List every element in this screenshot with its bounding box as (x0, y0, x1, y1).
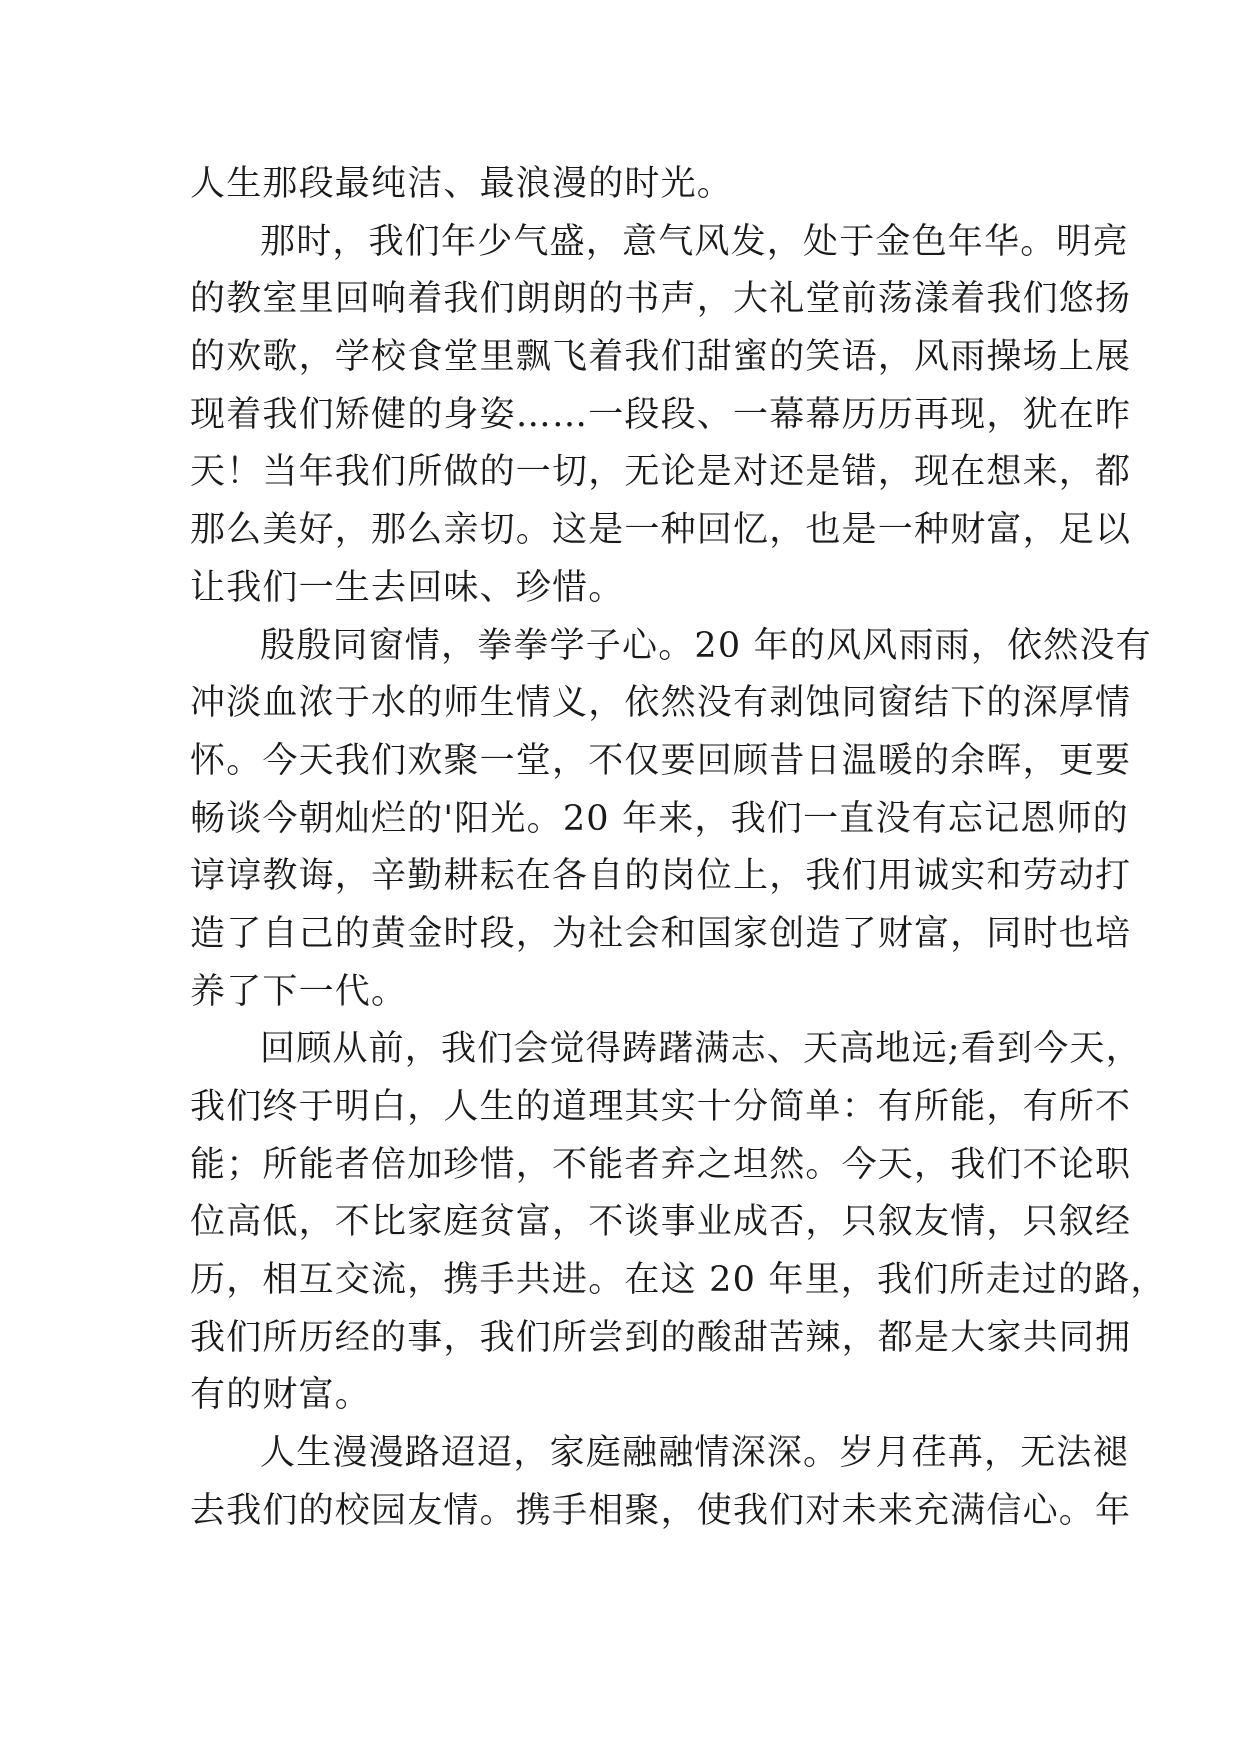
text-line: 人生漫漫路迢迢，家庭融融情深深。岁月荏苒，无法褪 (260, 1433, 1129, 1474)
text-line: 能；所能者倍加珍惜，不能者弃之坦然。今天，我们不论职 (190, 1144, 1132, 1185)
text-line: 怀。今天我们欢聚一堂，不仅要回顾昔日温暖的余晖，更要 (190, 740, 1132, 781)
text-line: 那时，我们年少气盛，意气风发，处于金色年华。明亮 (260, 221, 1129, 262)
text-line: 冲淡血浓于水的师生情义，依然没有剥蚀同窗结下的深厚情 (190, 683, 1132, 724)
text-line: 有的财富。 (190, 1375, 372, 1416)
document-body (190, 156, 1167, 1541)
text-line: 畅谈今朝灿烂的'阳光。20 年来，我们一直没有忘记恩师的 (190, 798, 1129, 839)
text-line: 那么美好，那么亲切。这是一种回忆，也是一种财富，足以 (190, 510, 1132, 551)
text-line: 的教室里回响着我们朗朗的书声，大礼堂前荡漾着我们悠扬 (190, 279, 1132, 320)
text-line: 殷殷同窗情，拳拳学子心。20 年的风风雨雨，依然没有 (260, 625, 1152, 666)
text-line: 养了下一代。 (190, 971, 408, 1012)
text-line: 历，相互交流，携手共进。在这 20 年里，我们所走过的路， (190, 1260, 1167, 1301)
text-line: 去我们的校园友情。携手相聚，使我们对未来充满信心。年 (190, 1490, 1132, 1531)
text-line: 我们终于明白，人生的道理其实十分简单：有所能，有所不 (190, 1087, 1132, 1127)
text-line: 天！当年我们所做的一切，无论是对还是错，现在想来，都 (190, 452, 1132, 493)
text-line: 人生那段最纯洁、最浪漫的时光。 (190, 164, 734, 204)
text-line: 我们所历经的事，我们所尝到的酸甜苦辣，都是大家共同拥 (190, 1317, 1132, 1358)
text-line: 造了自己的黄金时段，为社会和国家创造了财富，同时也培 (190, 913, 1132, 954)
text-line: 谆谆教诲，辛勤耕耘在各自的岗位上，我们用诚实和劳动打 (190, 856, 1132, 897)
text-line: 的欢歌，学校食堂里飘飞着我们甜蜜的笑语，风雨操场上展 (190, 337, 1132, 378)
text-line: 让我们一生去回味、珍惜。 (190, 567, 625, 608)
text-line: 位高低，不比家庭贫富，不谈事业成否，只叙友情，只叙经 (190, 1202, 1132, 1243)
text-line: 现着我们矫健的身姿……一段段、一幕幕历历再现，犹在昨 (190, 394, 1132, 435)
text-line: 回顾从前，我们会觉得踌躇满志、天高地远;看到今天， (260, 1029, 1142, 1070)
